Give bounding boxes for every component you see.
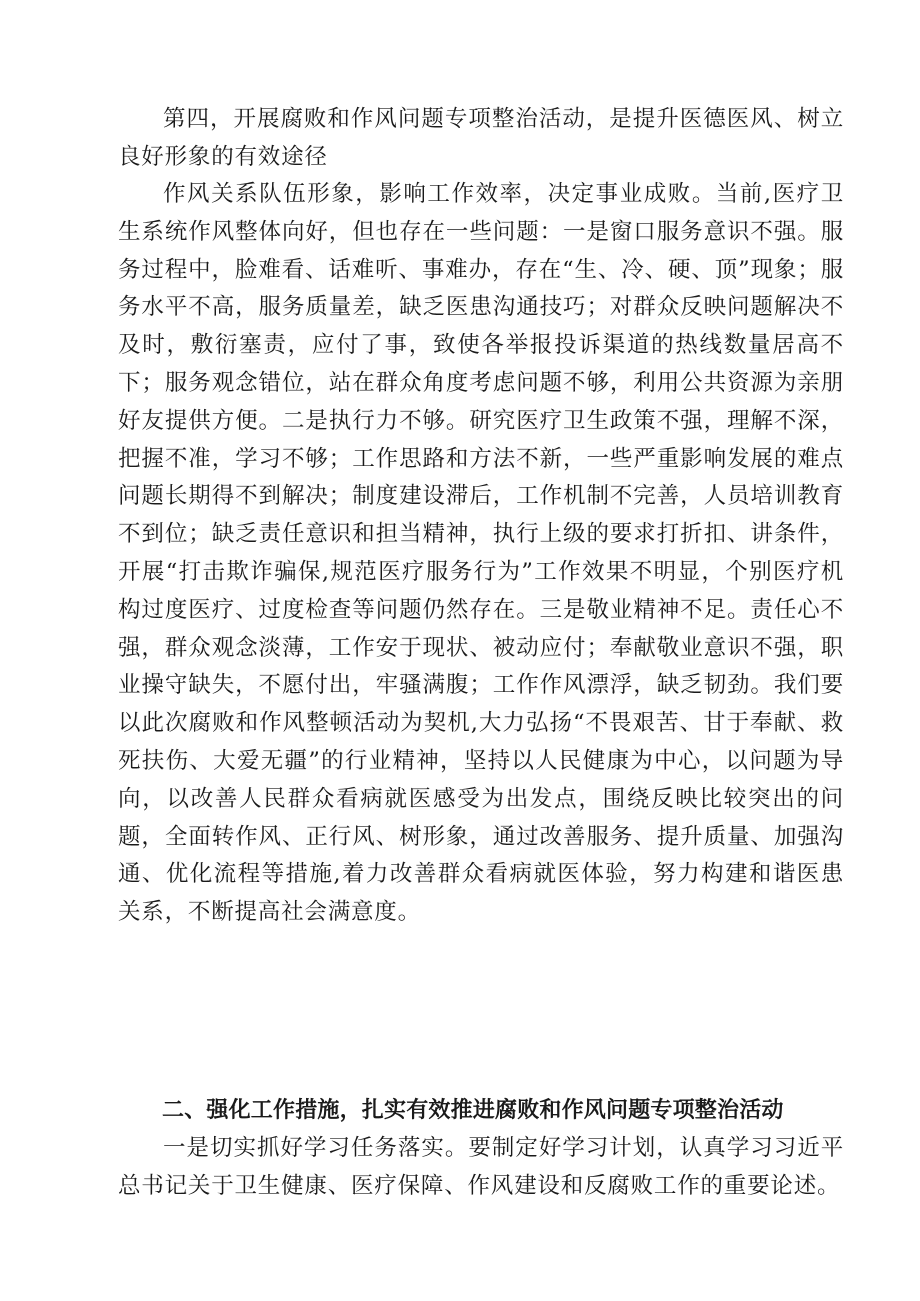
paragraph-work-style-issues: 作风关系队伍形象，影响工作效率，决定事业成败。当前,医疗卫生系统作风整体向好，但也存在一些问题：一是窗口服务意识不强。服务过程中，脸难看、话难听、事难办，存在“生、冷、硬、顶”现象；服务水平不高，服务质量差，缺乏医患沟通技巧；对群众反映问题解决不及时，敷衍塞责，应付了事，致使各举报投诉渠道的热线数量居高不下；服务观念错位，站在群众角度考虑问题不够，利用公共资源为亲朋好友提供方便。二是执行力不够。研究医疗卫生政策不强，理解不深，把握不准，学习不够；工作思路和方法不新，一些严重影响发展的难点问题长期得不到解决；制度建设滞后，工作机制不完善，人员培训教育不到位；缺乏责任意识和担当精神，执行上级的要求打折扣、讲条件，开展“打击欺诈骗保,规范医疗服务行为”工作效果不明显，个别医疗机构过度医疗、过度检查等问题仍然存在。三是敬业精神不足。责任心不强，群众观念淡薄，工作安于现状、被动应付；奉献敬业意识不强，职业操守缺失，不愿付出，牢骚满腹；工作作风漂浮，缺乏韧劲。我们要以此次腐败和作风整顿活动为契机,大力弘扬“不畏艰苦、甘于奉献、救死扶伤、大爱无疆”的行业精神，坚持以人民健康为中心，以问题为导向，以改善人民群众看病就医感受为出发点，围绕反映比较突出的问题，全面转作风、正行风、树形象，通过改善服务、提升质量、加强沟通、优化流程等措施,着力改善群众看病就医体验，努力构建和谐医患关系，不断提高社会满意度。: [118, 181, 844, 926]
paragraph-point-four: 第四，开展腐败和作风问题专项整治活动，是提升医德医风、树立良好形象的有效途径: [118, 106, 844, 170]
paragraph-study-tasks: 一是切实抓好学习任务落实。要制定好学习计划，认真学习习近平总书记关于卫生健康、医疗保障、作风建设和反腐败工作的重要论述。: [118, 1135, 844, 1199]
section-heading-two: 二、强化工作措施，扎实有效推进腐败和作风问题专项整治活动: [162, 1098, 784, 1123]
